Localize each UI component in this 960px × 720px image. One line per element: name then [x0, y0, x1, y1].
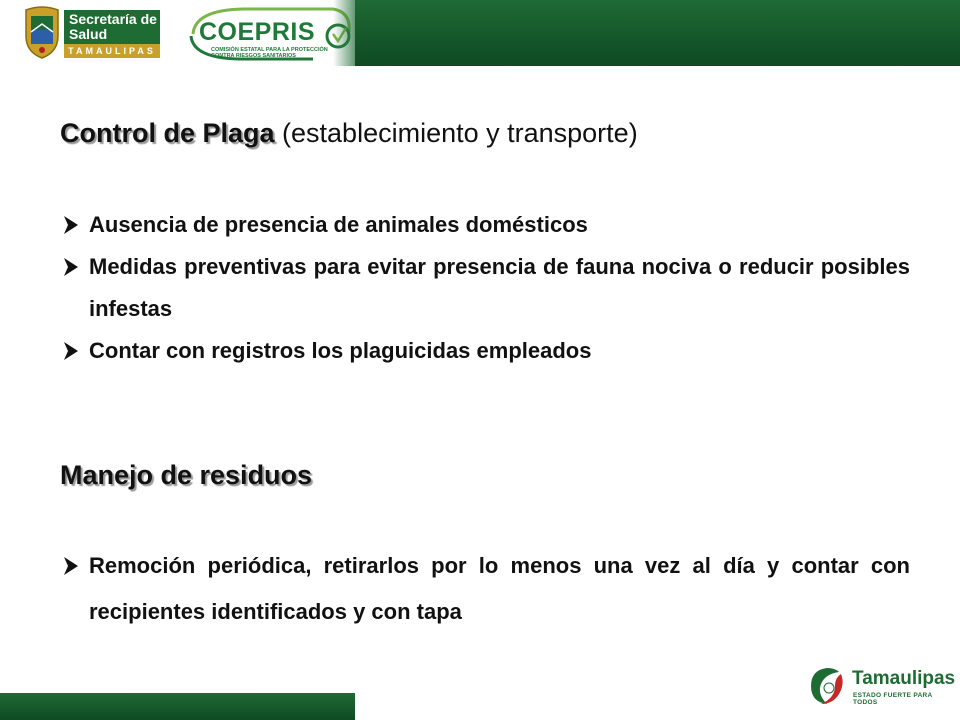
header-green-bar [355, 0, 960, 66]
footer-green-bar [0, 693, 355, 720]
bullet-text: Medidas preventivas para evitar presencia de fauna nociva o reducir posibles infestas [89, 254, 910, 321]
title-bold: Control de Plaga [60, 118, 275, 148]
tamaulipas-logo [805, 662, 955, 710]
footer-brand: Tamaulipas [852, 668, 956, 689]
slide-header [0, 0, 960, 66]
arrow-bullet-icon [60, 555, 82, 577]
coepris-subtitle-1: COMISIÓN ESTATAL PARA LA PROTECCIÓN [211, 47, 328, 53]
section-title-control-plaga [60, 118, 638, 149]
secretaria-line-1: Secretaría de [69, 11, 157, 27]
bullet-text: Remoción periódica, retirarlos por lo menos una vez al día y contar con recipientes identificados y con tapa [89, 553, 910, 624]
list-item [60, 543, 910, 635]
secretaria-state: TAMAULIPAS [64, 44, 160, 58]
section-title-manejo-residuos: Manejo de residuos [60, 460, 313, 490]
arrow-bullet-icon [60, 256, 82, 278]
secretaria-line-2: Salud [69, 26, 108, 42]
coepris-logo [183, 6, 353, 62]
coepris-subtitle-2: CONTRA RIESGOS SANITARIOS [211, 53, 296, 59]
bullet-text: Ausencia de presencia de animales domésticos [89, 212, 588, 237]
arrow-bullet-icon [60, 340, 82, 362]
secretaria-salud-logo [64, 10, 160, 58]
tamaulipas-logo-icon [805, 664, 849, 708]
state-seal-icon [22, 6, 62, 60]
list-item [60, 330, 910, 372]
title-rest: (establecimiento y transporte) [274, 118, 638, 148]
coepris-name: COEPRIS [199, 18, 316, 46]
manejo-residuos-list [60, 543, 910, 635]
arrow-bullet-icon [60, 214, 82, 236]
coepris-subtitle [211, 47, 328, 59]
list-item [60, 246, 910, 330]
control-plaga-list [60, 204, 910, 372]
list-item [60, 204, 910, 246]
footer-tagline: ESTADO FUERTE PARA TODOS [853, 692, 933, 706]
bullet-text: Contar con registros los plaguicidas empleados [89, 338, 592, 363]
